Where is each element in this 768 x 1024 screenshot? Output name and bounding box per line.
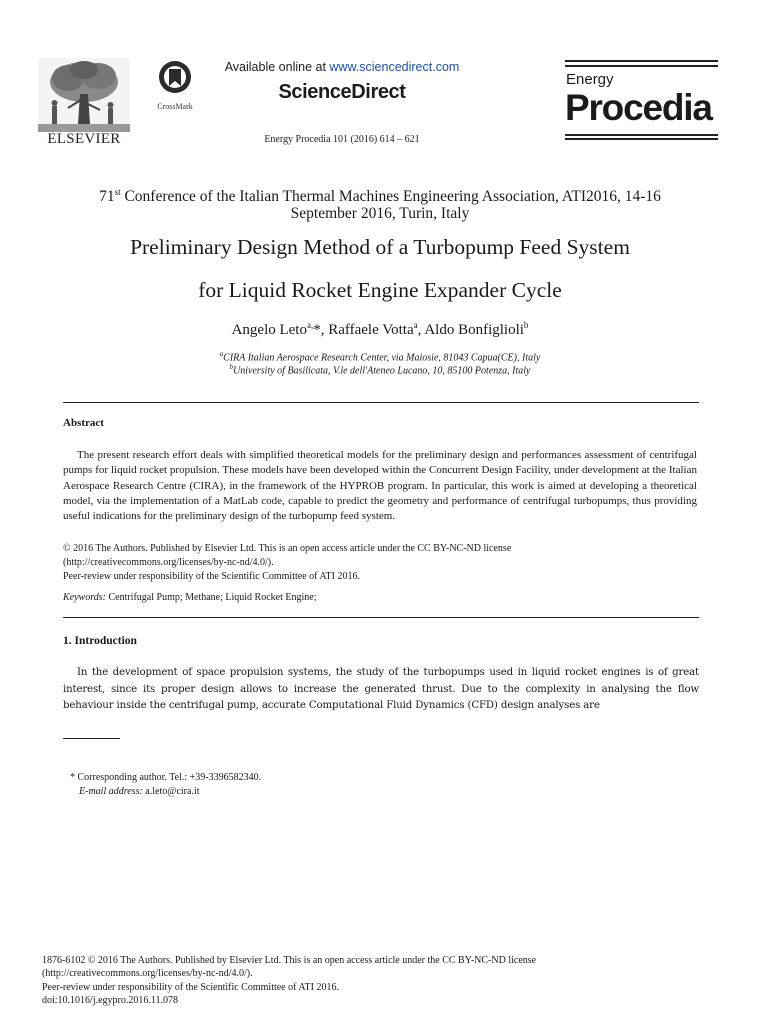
footer-license-url-link[interactable]: (http://creativecommons.org/licenses/by-nc-nd/4.0/). <box>42 968 253 979</box>
footnote-rule <box>63 738 120 739</box>
divider-rule <box>63 402 699 403</box>
author-name: Raffaele Votta <box>328 322 414 338</box>
license-line: © 2016 The Authors. Published by Elsevier Ltd. This is an open access article under the CC BY-NC-ND license <box>63 543 512 554</box>
affiliation-a <box>60 350 700 363</box>
affiliation-text: CIRA Italian Aerospace Research Center, via Maiosie, 81043 Capua(CE), Italy <box>223 352 541 364</box>
corresponding-author-star: * <box>313 322 321 338</box>
keywords-label: Keywords: <box>63 592 106 603</box>
available-prefix: Available online at <box>224 60 330 74</box>
author-affiliation-mark: b <box>523 320 529 330</box>
affiliation-mark: b <box>229 363 234 371</box>
introduction-body: In the development of space propulsion systems, the study of the turbopumps used in liquid rocket engines is of great interest, since its proper design allows to increase the generated thrust. Due to the complexity in analysing the flow behaviour inside the centrifugal pump, accurate Computational Fluid Dynamics (CFD) design analyses are <box>63 667 699 711</box>
elsevier-tree-icon <box>38 58 130 132</box>
author-separator: , <box>320 322 329 338</box>
masthead-rule <box>565 134 718 136</box>
affiliation-text: University of Basilicata, V.le dell'Ateneo Lucano, 10, 85100 Potenza, Italy <box>233 365 531 377</box>
divider-rule <box>63 617 699 618</box>
paper-title-line2: for Liquid Rocket Engine Expander Cycle <box>198 278 562 302</box>
license-url-link[interactable]: (http://creativecommons.org/licenses/by-nc-nd/4.0/). <box>63 557 274 568</box>
keywords-line <box>63 592 317 603</box>
paper-title-line1: Preliminary Design Method of a Turbopump Feed System <box>130 235 630 259</box>
crossmark-badge[interactable] <box>148 60 202 111</box>
peer-review-note: Peer-review under responsibility of the Scientific Committee of ATI 2016. <box>63 571 360 582</box>
author-affiliation-mark: a, <box>306 320 314 330</box>
footer-peer-review: Peer-review under responsibility of the Scientific Committee of ATI 2016. <box>42 982 339 993</box>
author-name: Angelo Leto <box>231 322 307 338</box>
author-separator: , <box>417 322 425 338</box>
affiliation-mark: a <box>219 350 224 358</box>
available-online-line <box>200 60 484 74</box>
abstract-heading: Abstract <box>63 417 104 429</box>
conference-ordinal: 71 <box>99 188 115 206</box>
journal-name-small: Energy <box>566 71 614 88</box>
conference-line2: September 2016, Turin, Italy <box>290 205 470 223</box>
masthead-rule <box>565 138 718 140</box>
journal-masthead <box>565 60 718 138</box>
corresponding-author-note: * Corresponding author. Tel.: +39-3396582340. <box>70 772 262 783</box>
email-address-link[interactable]: a.leto@cira.it <box>142 786 200 797</box>
crossmark-icon <box>158 60 192 96</box>
email-note <box>79 786 199 797</box>
conference-ordinal-suffix: st <box>114 187 121 197</box>
conference-info <box>60 184 700 222</box>
author-list <box>60 320 700 339</box>
author-name: Aldo Bonfiglioli <box>424 322 524 338</box>
masthead-rule <box>565 65 718 67</box>
footer-issn-license: 1876-6102 © 2016 The Authors. Published by Elsevier Ltd. This is an open access article under the CC BY-NC-ND license <box>42 955 537 966</box>
affiliation-b <box>60 363 700 376</box>
masthead-rule <box>565 60 718 62</box>
elsevier-wordmark: ELSEVIER <box>47 131 121 147</box>
footer-doi-link[interactable]: doi:10.1016/j.egypro.2016.11.078 <box>42 995 179 1006</box>
keywords-text: Centrifugal Pump; Methane; Liquid Rocket Engine; <box>105 592 317 603</box>
sciencedirect-wordmark: ScienceDirect <box>278 81 406 103</box>
conference-line1: Conference of the Italian Thermal Machines Engineering Association, ATI2016, 14-16 <box>120 188 661 206</box>
abstract-body: The present research effort deals with simplified theoretical models for the preliminary design and performances assessment of centrifugal pumps for liquid rocket propulsion. These models have been developed within the Concurrent Design Facility, under development at the Italian Aerospace Research Centre (CIRA), in the framework of the HYPROB program. In particular, this work is aimed at developing a theoretical model, via the implementation of a MatLab code, capable to predict the geometry and performance of centrifugal turbopumps, thus providing useful indications for the preliminary design of the turbopump feed system. <box>63 449 697 523</box>
email-label: E-mail address: <box>79 786 143 797</box>
section-heading-introduction: 1. Introduction <box>63 635 137 647</box>
sciencedirect-url-link[interactable]: www.sciencedirect.com <box>329 60 460 74</box>
journal-name-big: Procedia <box>565 87 712 128</box>
crossmark-label: CrossMark <box>157 102 193 111</box>
journal-citation: Energy Procedia 101 (2016) 614 – 621 <box>264 134 420 145</box>
author-affiliation-mark: a <box>413 320 418 330</box>
